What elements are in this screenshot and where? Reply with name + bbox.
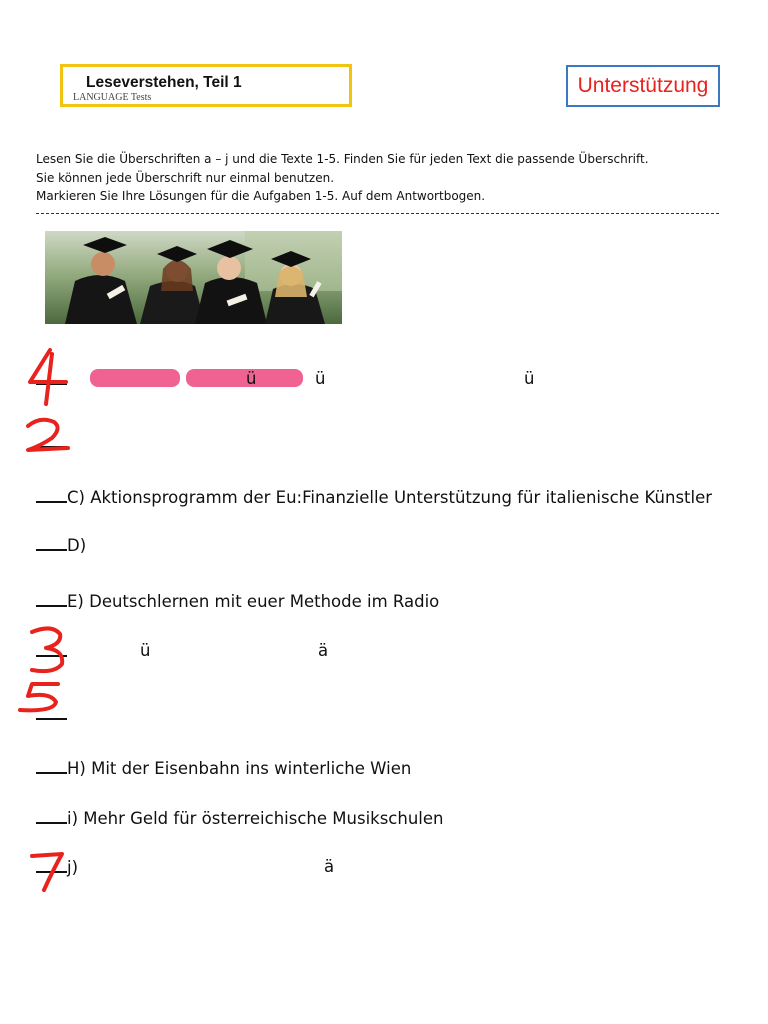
handwritten-mark-4 <box>22 346 72 408</box>
redaction-bar <box>90 369 180 387</box>
heading-a-fragment: ü <box>315 369 326 388</box>
heading-j-fragment: ä <box>324 857 335 876</box>
heading-h <box>36 758 411 778</box>
heading-d <box>36 535 86 555</box>
title-box <box>60 64 352 107</box>
heading-i-text: i) Mehr Geld für österreichische Musikschulen <box>67 809 444 828</box>
heading-f-fragment: ü <box>140 641 151 660</box>
heading-f-fragment: ä <box>318 641 329 660</box>
answer-blank[interactable] <box>36 591 67 607</box>
instruction-line: Markieren Sie Ihre Lösungen für die Aufgaben 1-5. Auf dem Antwortbogen. <box>36 189 486 203</box>
heading-i <box>36 808 443 828</box>
handwritten-mark-7 <box>28 850 68 894</box>
heading-d-text: D) <box>67 536 87 555</box>
handwritten-mark-5 <box>14 680 68 716</box>
heading-e-text: E) Deutschlernen mit euer Methode im Radio <box>67 592 440 611</box>
graduates-photo <box>45 231 342 324</box>
support-box[interactable] <box>566 65 720 107</box>
answer-blank[interactable] <box>36 535 67 551</box>
answer-blank[interactable] <box>36 758 67 774</box>
answer-blank[interactable] <box>36 487 67 503</box>
heading-j-text: j) <box>67 858 79 877</box>
heading-c-text: C) Aktionsprogramm der Eu:Finanzielle Unterstützung für italienische Künstler <box>67 488 713 507</box>
page-subtitle: LANGUAGE Tests <box>73 92 152 103</box>
dashed-divider <box>36 213 719 214</box>
instruction-line: Lesen Sie die Überschriften a – j und die Texte 1-5. Finden Sie für jeden Text die passende Überschrift. <box>36 152 649 166</box>
heading-h-text: H) Mit der Eisenbahn ins winterliche Wien <box>67 759 412 778</box>
page-title: Leseverstehen, Teil 1 <box>86 74 242 91</box>
heading-a-fragment: ü <box>524 369 535 388</box>
redaction-bar <box>186 369 303 387</box>
instructions <box>36 150 736 206</box>
heading-c <box>36 487 712 507</box>
handwritten-mark-3 <box>24 626 74 676</box>
instruction-line: Sie können jede Überschrift nur einmal benutzen. <box>36 170 335 185</box>
handwritten-mark-2 <box>22 416 72 456</box>
heading-a-fragment: ü <box>246 369 257 388</box>
answer-blank[interactable] <box>36 808 67 824</box>
support-label: Unterstützung <box>577 74 709 97</box>
heading-e <box>36 591 439 611</box>
